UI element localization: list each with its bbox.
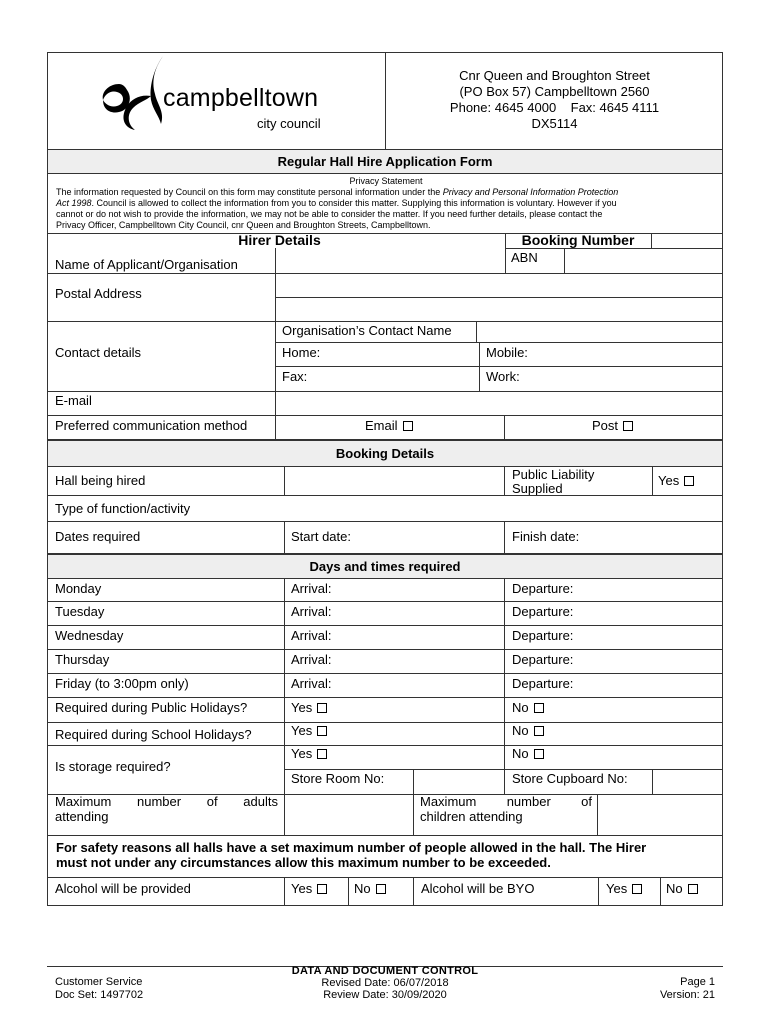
checkbox-icon (632, 884, 642, 894)
storage-no-checkbox[interactable]: No (506, 746, 544, 762)
applicant-name-label: Name of Applicant/Organisation (55, 257, 238, 272)
max-children-input[interactable] (598, 795, 722, 835)
address-line: (PO Box 57) Campbelltown 2560 (459, 84, 650, 99)
applicant-name-input[interactable] (276, 249, 504, 273)
footer-right: Page 1 Version: 21 (659, 976, 715, 1001)
departure-time-field[interactable]: Departure: (512, 628, 574, 643)
post-option-checkbox[interactable]: Post (592, 418, 633, 434)
home-phone-field[interactable]: Home: (282, 345, 321, 360)
footer-left: Customer Service Doc Set: 1497702 (55, 976, 144, 1001)
email-option-checkbox[interactable]: Email (365, 418, 413, 434)
store-cupboard-input[interactable] (653, 770, 722, 793)
dates-required-label: Dates required (55, 529, 141, 544)
storage-required-label: Is storage required? (55, 759, 171, 774)
store-room-input[interactable] (414, 770, 503, 793)
public-holidays-label: Required during Public Holidays? (55, 700, 248, 715)
school-holidays-yes-checkbox[interactable]: Yes (285, 723, 327, 739)
school-holidays-label: Required during School Holidays? (55, 727, 252, 742)
public-liability-yes-checkbox[interactable]: Yes (658, 473, 694, 489)
hirer-details-heading: Hirer Details (238, 232, 321, 248)
checkbox-icon (317, 726, 327, 736)
safety-note: For safety reasons all halls have a set maximum number of people allowed in the hall. The Hirer must not under any circumstances allow this maximum number to be exceeded. (47, 835, 723, 878)
abn-input[interactable] (565, 249, 722, 273)
function-type-label: Type of function/activity (55, 501, 191, 516)
day-label: Thursday (55, 652, 110, 667)
address-line: Phone: 4645 4000 Fax: 4645 4111 (449, 100, 660, 115)
days-times-heading: Days and times required (47, 554, 723, 579)
checkbox-icon (534, 726, 544, 736)
checkbox-icon (317, 703, 327, 713)
day-label: Monday (55, 581, 102, 596)
abn-label: ABN (511, 250, 538, 265)
privacy-line: Act 1998. Council is allowed to collect the information from you to consider this matter. Supplying this information is voluntary. However if you (56, 198, 617, 208)
alcohol-provided-label: Alcohol will be provided (55, 881, 191, 896)
checkbox-icon (317, 884, 327, 894)
max-children-label: Maximum number of children attending (420, 794, 592, 824)
postal-address-input-2[interactable] (276, 298, 722, 320)
alcohol-byo-label: Alcohol will be BYO (421, 881, 535, 896)
checkbox-icon (623, 421, 633, 431)
checkbox-icon (376, 884, 386, 894)
max-adults-label: Maximum number of adults attending (55, 794, 278, 824)
logo-subtext: city council (257, 116, 321, 131)
departure-time-field[interactable]: Departure: (512, 581, 574, 596)
checkbox-icon (534, 703, 544, 713)
day-label: Friday (to 3:00pm only) (55, 676, 189, 691)
booking-details-heading: Booking Details (47, 440, 723, 467)
departure-time-field[interactable]: Departure: (512, 604, 574, 619)
org-contact-name-field[interactable]: Organisation’s Contact Name (282, 323, 452, 338)
privacy-line: Privacy Officer, Campbelltown City Council, cnr Queen and Broughton Streets, Campbelltown. (56, 220, 431, 230)
day-label: Tuesday (55, 604, 105, 619)
arrival-time-field[interactable]: Arrival: (291, 604, 332, 619)
store-room-label: Store Room No: (291, 771, 385, 786)
email-label: E-mail (55, 393, 92, 408)
preferred-communication-label: Preferred communication method (55, 418, 248, 433)
max-adults-input[interactable] (285, 795, 412, 835)
checkbox-icon (403, 421, 413, 431)
work-phone-field[interactable]: Work: (486, 369, 520, 384)
arrival-time-field[interactable]: Arrival: (291, 652, 332, 667)
checkbox-icon (684, 476, 694, 486)
checkbox-icon (317, 749, 327, 759)
address-line: Cnr Queen and Broughton Street (459, 68, 650, 83)
checkbox-icon (688, 884, 698, 894)
day-label: Wednesday (55, 628, 124, 643)
arrival-time-field[interactable]: Arrival: (291, 628, 332, 643)
alcohol-provided-no-checkbox[interactable]: No (350, 881, 386, 897)
school-holidays-no-checkbox[interactable]: No (506, 723, 544, 739)
council-logo (95, 54, 345, 134)
public-holidays-no-checkbox[interactable]: No (506, 700, 544, 716)
postal-address-label: Postal Address (55, 286, 142, 301)
email-input[interactable] (276, 392, 722, 414)
mobile-phone-field[interactable]: Mobile: (486, 345, 528, 360)
contact-details-label: Contact details (55, 345, 141, 360)
alcohol-provided-yes-checkbox[interactable]: Yes (285, 881, 327, 897)
council-address (386, 68, 723, 132)
store-cupboard-label: Store Cupboard No: (512, 771, 628, 786)
finish-date-field[interactable]: Finish date: (512, 529, 580, 544)
privacy-line: cannot or do not wish to provide the information, we may not be able to consider the matter. If you need further details, please contact the (56, 209, 603, 219)
public-holidays-yes-checkbox[interactable]: Yes (285, 700, 327, 716)
start-date-field[interactable]: Start date: (291, 529, 351, 544)
storage-yes-checkbox[interactable]: Yes (285, 746, 327, 762)
address-line: DX5114 (531, 116, 578, 131)
fax-field[interactable]: Fax: (282, 369, 308, 384)
hall-hired-label: Hall being hired (55, 473, 146, 488)
privacy-title: Privacy Statement (349, 176, 423, 186)
arrival-time-field[interactable]: Arrival: (291, 676, 332, 691)
departure-time-field[interactable]: Departure: (512, 676, 574, 691)
public-liability-label: Public Liability Supplied (512, 467, 595, 496)
footer-center: DATA AND DOCUMENT CONTROL Revised Date: 06/07/2018 Review Date: 30/09/2020 (291, 965, 479, 1001)
departure-time-field[interactable]: Departure: (512, 652, 574, 667)
postal-address-input-1[interactable] (276, 274, 722, 296)
arrival-time-field[interactable]: Arrival: (291, 581, 332, 596)
alcohol-byo-no-checkbox[interactable]: No (662, 881, 698, 897)
privacy-statement (47, 174, 723, 233)
checkbox-icon (534, 749, 544, 759)
form-title: Regular Hall Hire Application Form (47, 149, 723, 174)
booking-number-label: Booking Number (521, 232, 635, 248)
alcohol-byo-yes-checkbox[interactable]: Yes (600, 881, 642, 897)
hall-hired-input[interactable] (285, 467, 503, 494)
privacy-line: The information requested by Council on this form may constitute personal information under the Privacy and Personal Information Protection (56, 187, 619, 197)
logo-text: campbelltown (163, 84, 319, 112)
